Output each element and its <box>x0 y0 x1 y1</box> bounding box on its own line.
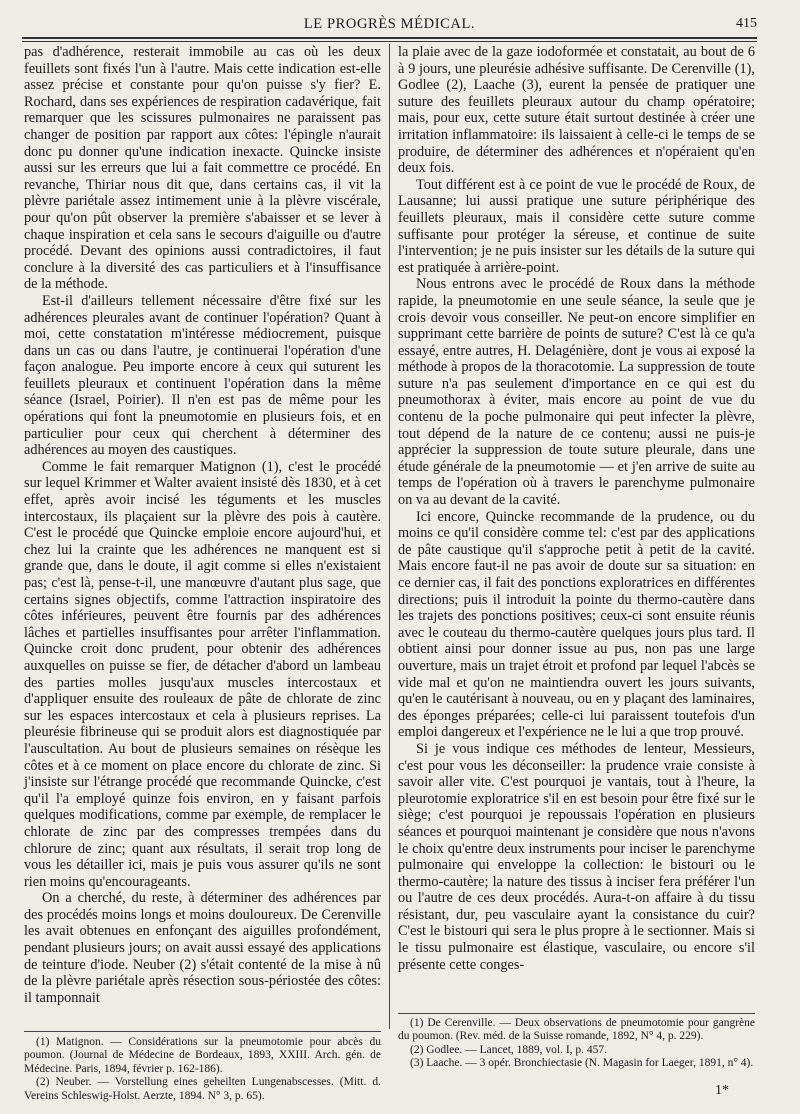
right-column <box>398 44 755 973</box>
footnote: (2) Neuber. — Vorstellung eines geheilten Lungenabscesses. (Mitt. d. Vereins Schleswig-Holst. Aerzte, 1894. N° 3, p. 65). <box>24 1076 381 1102</box>
paragraph: Nous entrons avec le procédé de Roux dans la méthode rapide, la pneumotomie en une seule séance, la seule que je crois devoir vous conseiller. Ne peut-on encore simplifier en supprimant cette barrière de points de suture? C'est là ce qu'a essayé, entre autres, H. Delagénière, dont je vous ai exposé la méthode à propos de la thoracotomie. La suppression de toute suture n'a pas seulement d'importance en ce qui est du pneumothorax à éviter, mais encore au point de vue du contenu de la poche pulmonaire qui peut infecter la plèvre, tout dépend de la nature de ce contenu; aussi ne puis-je apprécier la suppression de toute suture pleurale, dans une étude générale de la pneumotomie — et j'en arrive de suite au temps de l'opération où à travers le parenchyme pulmonaire on va au devant de la cavité. <box>398 276 755 509</box>
footnote: (1) De Cerenville. — Deux observations de pneumotomie pour gangrène du poumon. (Rev. méd. de la Suisse romande, 1892, N° 4, p. 229). <box>398 1017 755 1043</box>
paragraph: Si je vous indique ces méthodes de lenteur, Messieurs, c'est pour vous les déconseiller: la prudence vraie consiste à savoir aller vite. C'est pourquoi je vantais, tout à l'heure, la pleurotomie exploratrice s'il en est besoin pour être fixé sur le siège; c'est pourquoi je repoussais l'opération en plusieurs séances et pourquoi maintenant je considère que nous n'avons le choix qu'entre deux instruments pour inciser le parenchyme pulmonaire qui enveloppe la collection: le bistouri ou le thermo-cautère; la nature des tissus à inciser fera préférer l'un ou l'autre de ces deux procédés. Aura-t-on affaire à du tissu résistant, dur, peu vasculaire ayant la consistance du cuir? C'est le bistouri qui sera le plus propre à le sectionner. Mais si le tissu pulmonaire est élastique, vasculaire, ou encore s'il présente cette conges- <box>398 740 755 973</box>
footnotes-left <box>24 1036 381 1103</box>
paragraph: On a cherché, du reste, à déterminer des adhérences par des procédés moins longs et moins douloureux. De Cerenville les avait obtenues en enfonçant des aiguilles profondément, pendant plusieurs jours; on avait aussi essayé des applications de teinture d'iode. Neuber (2) s'était contenté de la mise à nû de la plèvre pariétale après résection sous-périostée des côtes: il tamponnait <box>24 890 381 1006</box>
left-column <box>24 44 381 1006</box>
paragraph: Ici encore, Quincke recommande de la prudence, ou du moins ce qu'il considère comme tel: c'est par des applications de pâte caustique qu'il s'approche petit à petit de la cavité. Mais encore faut-il ne pas avoir de doute sur sa situation: en ce dernier cas, il fait des ponctions exploratrices en différentes directions; puis il introduit la pointe du thermo-cautère dans les trajets des ponctions positives; ceux-ci sont ensuite réunis avec le couteau du thermo-cautère quelques jours plus tard. Il obtient ainsi pour donner issue au pus, non pas une large ouverture, mais un trajet étroit et profond par lequel l'abcès se vide mal et qu'on ne maintiendra ouvert les jours suivants, qu'en le cautérisant à nouveau, ou en y plaçant des laminaires, des éponges préparées; celle-ci lui paraissent toutefois d'un emploi dangereux et l'expérience ne le lui a que trop prouvé. <box>398 508 756 741</box>
footnotes-right <box>398 1017 755 1071</box>
footnote: (3) Laache. — 3 opér. Bronchiectasie (N. Magasin for Laeger, 1891, n° 4). <box>410 1057 754 1070</box>
footnote: (1) Matignon. — Considérations sur la pneumotomie pour abcès du poumon. (Journal de Médecine de Bordeaux, 1893, XXIII. Arch. gén. de Médecine. Paris, 1894, février p. 162-186). <box>24 1036 381 1075</box>
paragraph: pas d'adhérence, resterait immobile au cas où les deux feuillets sont fixés l'un à l'autre. Mais cette indication est-elle assez précise et constante pour qu'on puisse s'y fier? E. Rochard, dans ses expériences de respiration cadavérique, fait remarquer que les scissures pulmonaires ne paraissent pas changer de position par rapport aux côtes: l'épingle n'aurait donc pu donner qu'une indication inexacte. Quincke insiste aussi sur les erreurs que lui a fait commettre ce procédé. En revanche, Thiriar nous dit que, dans certains cas, il vit la plèvre pariétale assez intimement unie à la plèvre viscérale, pour qu'on pût observer la première s'abaisser et se lever à chaque inspiration et cela sans le secours d'aiguille ou d'autre procédé. Devant des opinions aussi contradictoires, il faut conclure à la diversité des cas particuliers et à l'insuffisance de la méthode. <box>24 44 381 293</box>
footnote-rule-right <box>398 1013 755 1014</box>
column-divider <box>389 44 390 1029</box>
footnote-rule-left <box>24 1031 381 1032</box>
header-rule <box>22 37 757 39</box>
paragraph: Comme le fait remarquer Matignon (1), c'est le procédé sur lequel Krimmer et Walter avaient insisté dès 1830, et à cet effet, après avoir incisé les téguments et les muscles intercostaux, ils plaçaient sur la plèvre des pois à cautère. C'est le procédé que Quincke emploie encore aujourd'hui, et chez lui la crainte que les adhérences ne manquent est si grande que, dans le doute, il agit comme si elles n'existaient pas; c'est là, pense-t-il, une manœuvre d'autant plus sage, que certains signes objectifs, comme l'attraction inspiratoire des côtes inférieures, peuvent être fournis par des adhérences lâches et partielles insuffisantes pour arrêter l'inflammation. Quincke croit donc prudent, pour obtenir des adhérences auxquelles on puisse se fier, de détacher d'abord un lambeau des parties molles jusqu'aux muscles intercostaux et d'appliquer ensuite des rouleaux de pâte de chlorate de zinc sur les espaces intercostaux et cela à plusieurs reprises. La pleurésie fibrineuse qui se produit alors est diagnostiquée par l'auscultation. Au bout de plusieurs semaines on résèque les côtes et à ce moment on place encore du chlorate de zinc. Si j'insiste sur l'étrange procédé que recommande Quincke, c'est qu'il l'a employé quinze fois environ, en y faisant parfois quelques modifications, comme par exemple, de remplacer le chlorate de zinc par des compresses trempées dans du chlorure de zinc; quant aux résultats, il serait trop long de vous les détailler ici, mais je puis vous assurer qu'ils ne sont rien moins qu'encourageants. <box>24 458 381 890</box>
paragraph: Tout différent est à ce point de vue le procédé de Roux, de Lausanne; lui aussi pratique une suture périphérique des feuillets pleuraux, mais il considère cette suture comme suffisante pour protéger la séreuse, et continue de suite l'intervention; je ne puis insister sur les détails de la suture qui est pratiquée à arrière-point. <box>398 176 755 276</box>
footnote: (2) Godlee. — Lancet, 1889, vol. I, p. 457. <box>410 1043 608 1056</box>
header-rule-thin <box>22 41 757 42</box>
paragraph: Est-il d'ailleurs tellement nécessaire d'être fixé sur les adhérences pleurales avant de continuer l'opération? Quant à moi, cette constatation m'intéresse médiocrement, puisque dans un cas ou dans l'autre, je continuerai l'opération d'une façon analogue. Peu importe encore à ceux qui suturent les feuillets pleuraux et continuent l'opération dans la même séance (Israel, Poirier). Il n'en est pas de même pour les opérations qui font la pneumotomie en plusieurs fois, et en particulier pour ceux qui cherchent à déterminer des adhérences au moyen des caustiques. <box>24 292 381 459</box>
page-header <box>22 14 757 36</box>
paragraph: la plaie avec de la gaze iodoformée et constatait, au bout de 6 à 9 jours, une pleurésie adhésive suffisante. De Cerenville (1), Godlee (2), Laache (3), eurent la pensée de pratiquer une suture des feuillets pleuraux autour du champ opératoire; mais, pour eux, cette suture était surtout destinée à créer une irritation inflammatoire: ils laissaient à celle-ci le temps de se produire, de déterminer des adhérences et n'opéraient qu'en deux fois. <box>398 44 755 177</box>
page-number: 415 <box>736 16 757 31</box>
sheet-signature-mark: 1* <box>715 1083 729 1098</box>
running-title: LE PROGRÈS MÉDICAL. <box>303 16 476 32</box>
